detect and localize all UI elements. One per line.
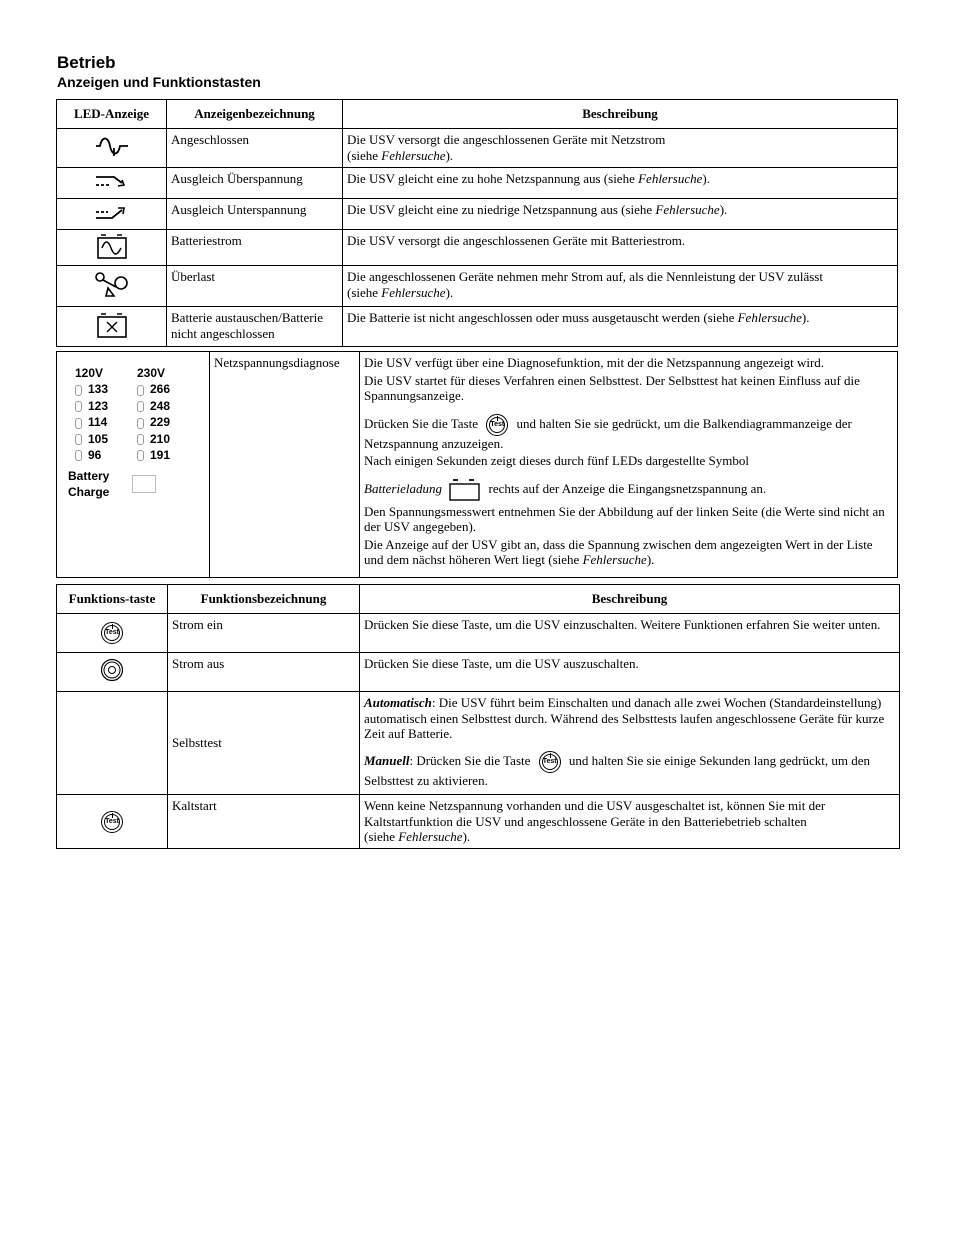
overvoltage-icon xyxy=(94,171,130,191)
led-desc-angeschlossen: Die USV versorgt die angeschlossenen Geräte mit Netzstrom (siehe Fehlersuche). xyxy=(343,129,898,168)
panel-header-230v: 230V xyxy=(137,366,166,380)
power-on-test-button[interactable]: Test xyxy=(101,622,123,644)
led-row-230v: 229 xyxy=(137,414,170,430)
table-row xyxy=(57,230,898,266)
func-name-kaltstart: Kaltstart xyxy=(168,795,360,849)
battery-charge-label: Battery Charge xyxy=(68,469,110,499)
cold-start-test-button[interactable]: Test xyxy=(101,811,123,833)
led-row-120v: 114 xyxy=(75,414,108,430)
overload-icon xyxy=(92,269,132,299)
led-table xyxy=(56,99,898,347)
table-row xyxy=(57,266,898,307)
func-desc-kaltstart: Wenn keine Netzspannung vorhanden und die USV ausgeschaltet ist, können Sie mit der Kaltstartfunktion die USV und angeschlossene Geräte in den Batteriebetrieb schalten (siehe Fehlersuche). xyxy=(360,795,900,849)
page-subheading: Anzeigen und Funktionstasten xyxy=(57,74,261,90)
led-name-batteriestrom: Batteriestrom xyxy=(167,230,343,266)
table-row xyxy=(57,692,900,795)
led-desc-batteriestrom: Die USV versorgt die angeschlossenen Geräte mit Batteriestrom. xyxy=(343,230,898,266)
sine-wave-icon xyxy=(94,134,130,158)
led-name-unterspannung: Ausgleich Unterspannung xyxy=(167,199,343,230)
led-row-120v: 133 xyxy=(75,381,108,397)
test-button-icon: Test xyxy=(486,414,508,436)
func-name-selbsttest: Selbsttest xyxy=(168,692,360,795)
led-desc-unterspannung: Die USV gleicht eine zu niedrige Netzspannung aus (siehe Fehlersuche). xyxy=(343,199,898,230)
led-name-ueberlast: Überlast xyxy=(167,266,343,307)
battery-charge-led xyxy=(132,475,156,493)
led-row-230v: 266 xyxy=(137,381,170,397)
led-name-batterie-austauschen: Batterie austauschen/Batterie nicht angeschlossen xyxy=(167,307,343,347)
led-name-ueberspannung: Ausgleich Überspannung xyxy=(167,168,343,199)
function-table xyxy=(56,584,900,849)
led-desc-ueberlast: Die angeschlossenen Geräte nehmen mehr Strom auf, als die Nennleistung der USV zulässt (siehe Fehlersuche). xyxy=(343,266,898,307)
led-name-angeschlossen: Angeschlossen xyxy=(167,129,343,168)
table-row xyxy=(57,307,898,347)
table-row xyxy=(57,795,900,849)
panel-header-120v: 120V xyxy=(75,366,104,380)
diagnose-table xyxy=(56,351,898,578)
table-row xyxy=(57,129,898,168)
table-row xyxy=(57,614,900,653)
test-button-icon: Test xyxy=(539,751,561,773)
undervoltage-icon xyxy=(94,202,130,222)
led-row-120v: 96 xyxy=(75,447,108,463)
led-row-230v: 210 xyxy=(137,431,170,447)
diagnose-name: Netzspannungsdiagnose xyxy=(210,352,360,578)
func-name-strom-ein: Strom ein xyxy=(168,614,360,653)
func-desc-strom-aus: Drücken Sie diese Taste, um die USV auszuschalten. xyxy=(360,653,900,692)
func-desc-strom-ein: Drücken Sie diese Taste, um die USV einzuschalten. Weitere Funktionen erfahren Sie weiter unten. xyxy=(360,614,900,653)
led-row-120v: 123 xyxy=(75,398,108,414)
led-row-230v: 248 xyxy=(137,398,170,414)
led-desc-ueberspannung: Die USV gleicht eine zu hohe Netzspannung aus (siehe Fehlersuche). xyxy=(343,168,898,199)
battery-sine-icon xyxy=(95,232,129,260)
led-header-indicator: LED-Anzeige xyxy=(57,100,167,129)
battery-x-icon xyxy=(95,311,129,339)
diagnose-description: Die USV verfügt über eine Diagnosefunktion, mit der die Netzspannung angezeigt wird. Die USV startet für dieses Verfahren einen Selbsttest. Der Selbsttest hat keinen Einfluss auf die Spannungsanzeige. Drücken Sie die Taste Test und halten Sie sie gedrückt, um die Balkendiagrammanzeige der Netzspannung anzuzeigen. Nach einigen Sekunden zeigt dieses durch fünf LEDs dargestellte Symbol Batterieladung rechts auf der Anzeige die Eingangsnetzspannung an. Den Spannungsmesswert entnehmen Sie der Abbildung auf der linken Seite (die Werte sind nicht an der USV angegeben). Die Anzeige auf der USV gibt an, dass die Spannung zwischen dem angezeigten Wert in der Liste und dem nächst höheren Wert liegt (siehe Fehlersuche). xyxy=(360,352,898,578)
table-row xyxy=(57,199,898,230)
func-header-desc: Beschreibung xyxy=(360,585,900,614)
power-off-button[interactable] xyxy=(100,658,124,682)
func-name-strom-aus: Strom aus xyxy=(168,653,360,692)
battery-charge-icon xyxy=(448,478,482,502)
table-row xyxy=(57,168,898,199)
voltage-display-panel xyxy=(57,352,209,572)
func-desc-selbsttest: Automatisch: Die USV führt beim Einschalten und danach alle zwei Wochen (Standardeinstellung) automatisch einen Selbsttest durch. Während des Selbsttests laufen angeschlossene Geräte für kurze Zeit auf Batterie. Manuell: Drücken Sie die Taste Test und halten Sie sie einige Sekunden lang gedrückt, um den Selbsttest zu aktivieren. xyxy=(360,692,900,795)
func-header-name: Funktionsbezeichnung xyxy=(168,585,360,614)
led-row-230v: 191 xyxy=(137,447,170,463)
func-header-key: Funktions-taste xyxy=(57,585,168,614)
led-header-desc: Beschreibung xyxy=(343,100,898,129)
led-desc-batterie-austauschen: Die Batterie ist nicht angeschlossen oder muss ausgetauscht werden (siehe Fehlersuche). xyxy=(343,307,898,347)
table-row xyxy=(57,653,900,692)
led-row-120v: 105 xyxy=(75,431,108,447)
page-heading: Betrieb xyxy=(57,53,116,72)
led-header-name: Anzeigenbezeichnung xyxy=(167,100,343,129)
